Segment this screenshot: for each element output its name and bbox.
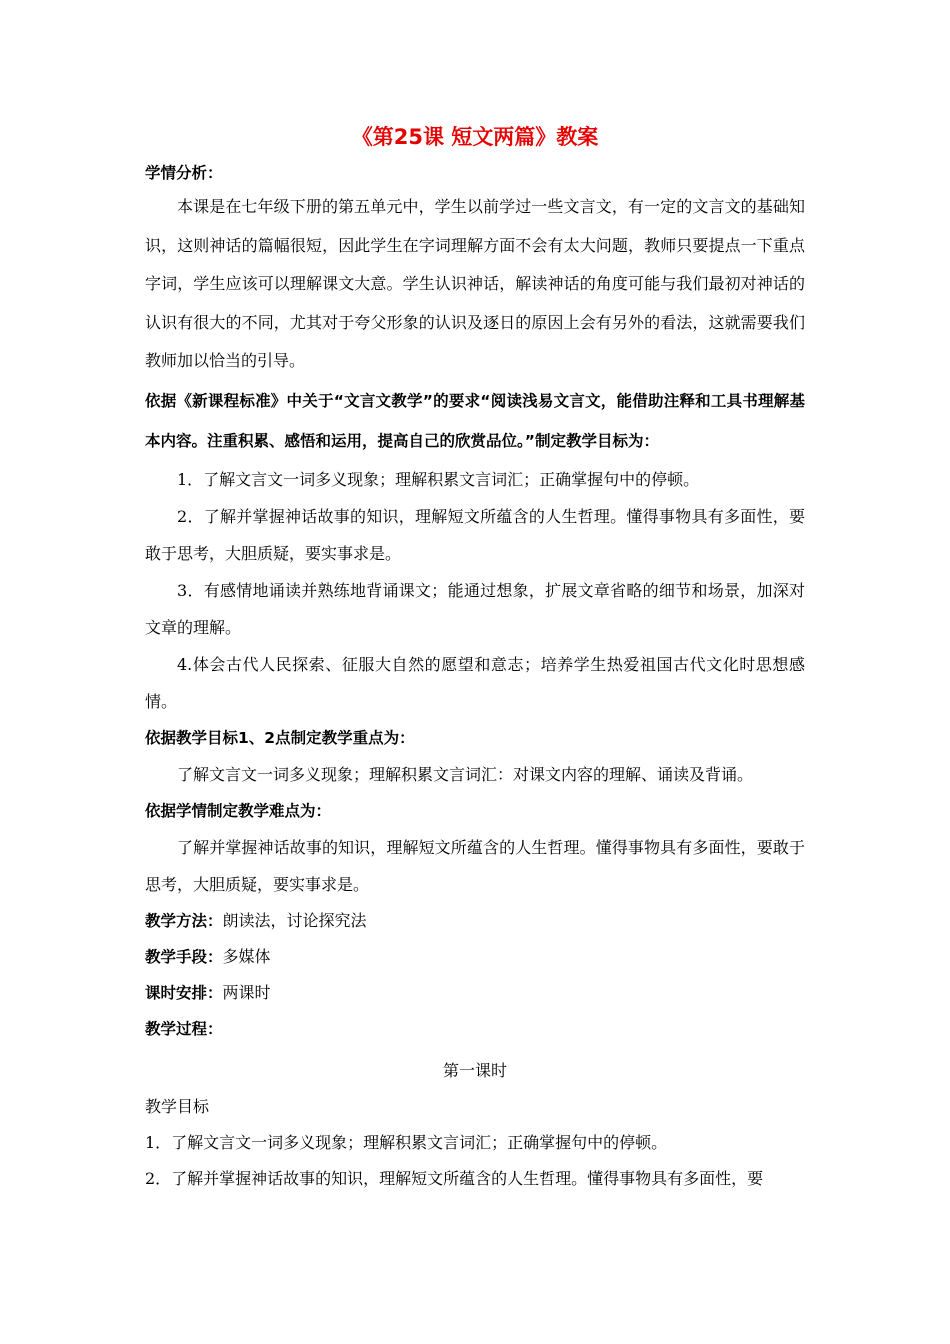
goal-item-1: 1．了解文言文一词多义现象；理解积累文言词汇；正确掌握句中的停顿。 bbox=[177, 469, 700, 489]
goal-item-2: 2．了解并掌握神话故事的知识，理解短文所蕴含的人生哲理。懂得事物具有多面性，要敢于思考，大胆质疑，要实事求是。 bbox=[145, 506, 805, 563]
lesson-1-heading: 第一课时 bbox=[442, 1060, 507, 1080]
key-points-text: 了解文言文一词多义现象；理解积累文言词汇：对课文内容的理解、诵读及背诵。 bbox=[177, 764, 754, 784]
analysis-paragraph: 本课是在七年级下册的第五单元中，学生以前学过一些文言文，有一定的文言文的基础知识，这则神话的篇幅很短，因此学生在字词理解方面不会有太大问题，教师只要提点一下重点字词，学生应该可以理解课文大意。学生认识神话，解读神话的角度可能与我们最初对神话的认识有很大的不同，尤其对于夸父形象的认识及逐日的原因上会有另外的看法，这就需要我们教师加以恰当的引导。 bbox=[145, 197, 805, 370]
schedule-line bbox=[145, 975, 805, 1011]
teaching-means-value: 多媒体 bbox=[222, 946, 271, 966]
difficulties-text: 了解并掌握神话故事的知识，理解短文所蕴含的人生哲理。懂得事物具有多面性，要敢于思考，大胆质疑，要实事求是。 bbox=[145, 837, 805, 894]
teaching-method-label: 教学方法： bbox=[145, 911, 223, 930]
lesson-1-goal-item-2: 2．了解并掌握神话故事的知识，理解短文所蕴含的人生哲理。懂得事物具有多面性，要 bbox=[145, 1168, 764, 1188]
curriculum-standard-paragraph: 依据《新课程标准》中关于“文言文教学”的要求“阅读浅易文言文，能借助注释和工具书理解基本内容。注重积累、感悟和运用，提高自己的欣赏品位。”制定教学目标为： bbox=[145, 391, 805, 450]
teaching-method-value: 朗读法，讨论探究法 bbox=[222, 910, 367, 930]
teaching-method-line bbox=[145, 903, 805, 939]
document-title: 《第25课 短文两篇》教案 bbox=[351, 125, 599, 149]
document-body bbox=[145, 158, 805, 1197]
lesson-1-goals-label: 教学目标 bbox=[145, 1096, 210, 1116]
difficulties-heading: 依据学情制定教学难点为： bbox=[145, 801, 332, 820]
goal-item-3: 3．有感情地诵读并熟练地背诵课文；能通过想象，扩展文章省略的细节和场景，加深对文章的理解。 bbox=[145, 580, 805, 637]
analysis-heading: 学情分析： bbox=[145, 164, 223, 182]
process-heading: 教学过程： bbox=[145, 1019, 223, 1038]
teaching-means-line bbox=[145, 939, 805, 975]
goal-item-4: 4.体会古代人民探索、征服大自然的愿望和意志；培养学生热爱祖国古代文化时思想感情。 bbox=[145, 654, 805, 711]
schedule-value: 两课时 bbox=[222, 982, 271, 1002]
lesson-1-goal-item-1: 1．了解文言文一词多义现象；理解积累文言词汇；正确掌握句中的停顿。 bbox=[145, 1132, 668, 1152]
key-points-heading: 依据教学目标1、2点制定教学重点为： bbox=[145, 728, 415, 747]
schedule-label: 课时安排： bbox=[145, 983, 223, 1002]
teaching-means-label: 教学手段： bbox=[145, 947, 223, 966]
